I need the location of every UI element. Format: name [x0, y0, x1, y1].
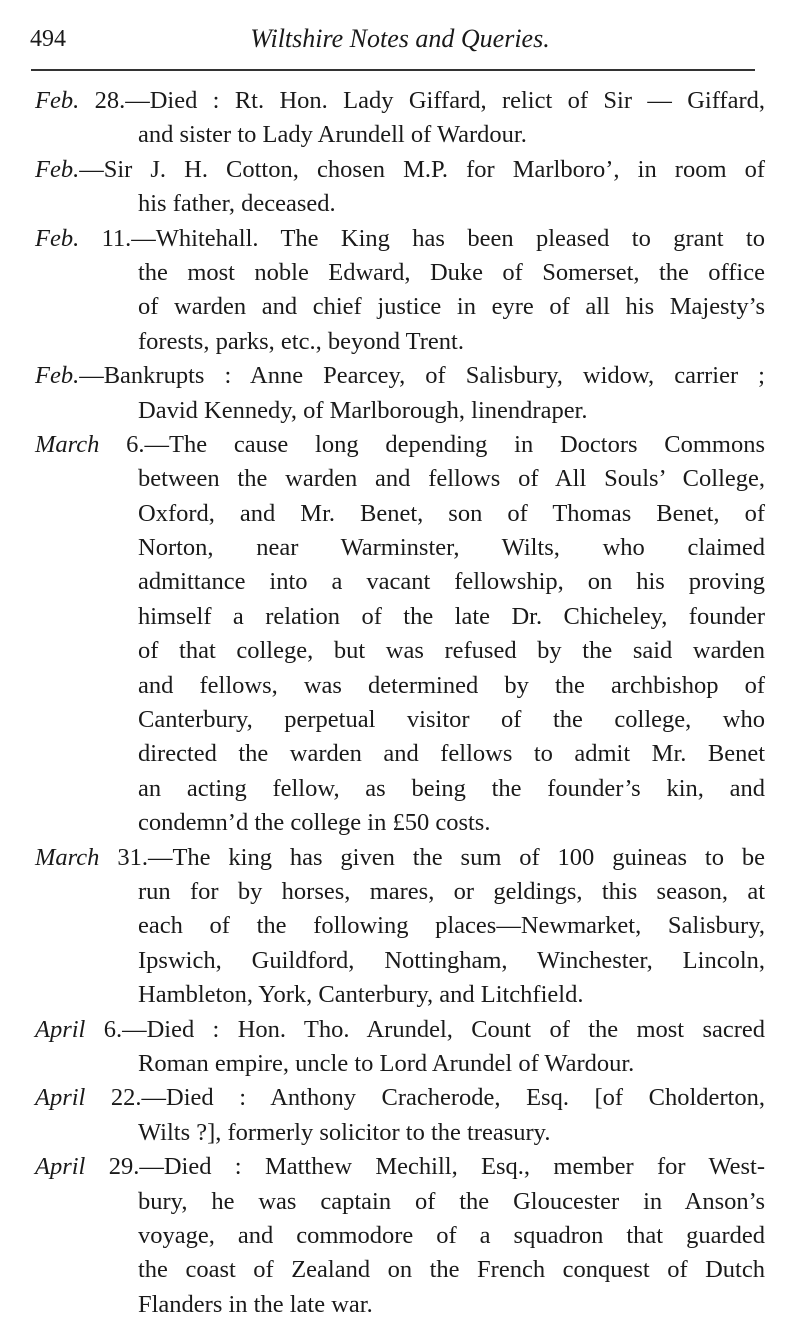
- entry-date-label: Feb.: [35, 362, 80, 390]
- entry-first-line: [35, 222, 765, 256]
- entry-first-line: [35, 1013, 765, 1047]
- entry-text: of warden and chief justice in eyre of all his Majesty’s: [138, 293, 765, 321]
- running-title: Wiltshire Notes and Queries.: [250, 24, 550, 53]
- entry-text: an acting fellow, as being the founder’s kin, and: [138, 774, 765, 802]
- entry-text: the most noble Edward, Duke of Somerset, the office: [138, 258, 765, 286]
- entry-line: [138, 1253, 765, 1287]
- entry-first-line: [35, 841, 765, 875]
- entry-line: [138, 669, 765, 703]
- entry-line: [138, 1219, 765, 1253]
- entry-line: [138, 531, 765, 565]
- entry-date-label: Feb.: [35, 87, 80, 114]
- entry-text: —Sir J. H. Cotton, chosen M.P. for Marlboro’, in room of: [79, 155, 765, 183]
- entry-line: [138, 462, 765, 496]
- entry-line: [138, 875, 765, 909]
- entry-text: —Bankrupts : Anne Pearcey, of Salisbury, widow, carrier ;: [79, 362, 765, 390]
- entry-text: voyage, and commodore of a squadron that guarded: [138, 1221, 765, 1249]
- entry-text: Roman empire, uncle to Lord Arundel of Wardour.: [138, 1049, 635, 1077]
- entry-text: Flanders in the late war.: [138, 1290, 373, 1318]
- entry-text: 11.—Whitehall. The King has been pleased to grant to: [101, 224, 765, 252]
- entry-text: Norton, near Warminster, Wilts, who claimed: [138, 534, 765, 562]
- entry-line: [138, 772, 765, 806]
- entry-text: Oxford, and Mr. Benet, son of Thomas Benet, of: [138, 499, 765, 527]
- entry-text: and fellows, was determined by the archbishop of: [138, 671, 765, 699]
- entry-line: [138, 1047, 765, 1081]
- entry-line: [138, 187, 765, 221]
- entry-first-line: [35, 359, 765, 393]
- entry-text: forests, parks, etc., beyond Trent.: [138, 327, 464, 355]
- entry-text: 29.—Died : Matthew Mechill, Esq., member for West-: [108, 1153, 765, 1181]
- entry-line: [138, 806, 765, 840]
- entry-line: [138, 565, 765, 599]
- header-rule: [31, 69, 755, 71]
- page-body: [35, 84, 765, 1322]
- entry-date-label: Feb.: [35, 224, 80, 252]
- entry-first-line: [35, 1150, 765, 1184]
- entry-text: each of the following places—Newmarket, Salisbury,: [138, 912, 765, 940]
- entry-text: Wilts ?], formerly solicitor to the treasury.: [138, 1118, 551, 1146]
- entry-text: and sister to Lady Arundell of Wardour.: [138, 121, 527, 149]
- entry-date-label: April: [35, 1084, 86, 1112]
- entry-line: [138, 325, 765, 359]
- entry-text: between the warden and fellows of All Souls’ College,: [138, 465, 765, 493]
- entry-line: [138, 118, 765, 152]
- entry-text: David Kennedy, of Marlborough, linendraper.: [138, 396, 588, 424]
- entry-text: his father, deceased.: [138, 190, 336, 218]
- entry-first-line: [35, 84, 765, 118]
- entry-line: [138, 634, 765, 668]
- entry-first-line: [35, 153, 765, 187]
- entry-text: run for by horses, mares, or geldings, this season, at: [138, 877, 765, 905]
- entry-line: [138, 256, 765, 290]
- entry-text: 6.—The cause long depending in Doctors Commons: [126, 430, 765, 458]
- entry-line: [138, 394, 765, 428]
- entry-text: the coast of Zealand on the French conquest of Dutch: [138, 1256, 765, 1284]
- entry-text: 28.—Died : Rt. Hon. Lady Giffard, relict of Sir — Giffard,: [94, 87, 765, 114]
- entry-date-label: April: [35, 1015, 86, 1043]
- entry-text: 6.—Died : Hon. Tho. Arundel, Count of the most sacred: [103, 1015, 766, 1043]
- page-number: 494: [30, 26, 66, 52]
- entry-text: 31.—The king has given the sum of 100 guineas to be: [117, 843, 765, 871]
- entry-line: [138, 290, 765, 324]
- entry-line: [138, 737, 765, 771]
- entry-line: [138, 703, 765, 737]
- entry-line: [138, 497, 765, 531]
- entry-text: of that college, but was refused by the said warden: [138, 637, 765, 665]
- entry-line: [138, 600, 765, 634]
- entry-line: [138, 1116, 765, 1150]
- entry-date-label: Feb.: [35, 155, 80, 183]
- entry-text: admittance into a vacant fellowship, on his proving: [138, 568, 765, 596]
- entry-text: bury, he was captain of the Gloucester in Anson’s: [138, 1187, 765, 1215]
- entry-text: Canterbury, perpetual visitor of the college, who: [138, 706, 765, 734]
- entry-first-line: [35, 1081, 765, 1115]
- entry-date-label: March: [35, 430, 100, 458]
- entry-first-line: [35, 428, 765, 462]
- entry-line: [138, 978, 765, 1012]
- entry-date-label: April: [35, 1153, 86, 1181]
- entry-line: [138, 909, 765, 943]
- entry-text: condemn’d the college in £50 costs.: [138, 809, 491, 837]
- entry-text: Hambleton, York, Canterbury, and Litchfield.: [138, 981, 584, 1009]
- entry-text: himself a relation of the late Dr. Chicheley, founder: [138, 602, 765, 630]
- entry-date-label: March: [35, 843, 100, 871]
- entry-text: directed the warden and fellows to admit Mr. Benet: [138, 740, 765, 768]
- entry-line: [138, 944, 765, 978]
- entry-text: Ipswich, Guildford, Nottingham, Winchester, Lincoln,: [138, 946, 765, 974]
- entry-text: 22.—Died : Anthony Cracherode, Esq. [of Cholderton,: [110, 1084, 765, 1112]
- entry-line: [138, 1288, 765, 1322]
- entry-line: [138, 1185, 765, 1219]
